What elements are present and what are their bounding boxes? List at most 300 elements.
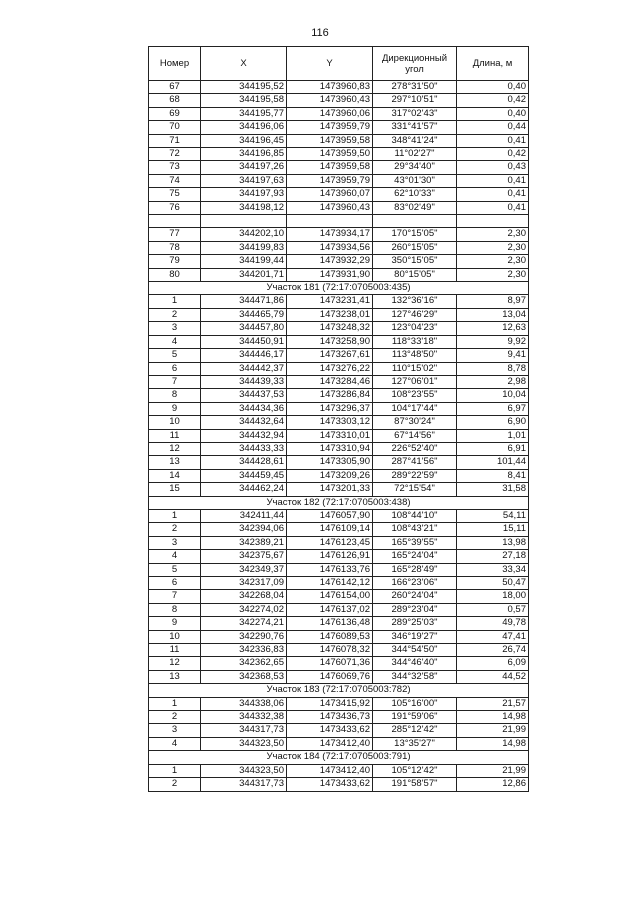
y-coordinate-cell: 1473412,40 — [287, 737, 373, 750]
x-coordinate-cell: 342389,21 — [201, 536, 287, 549]
y-coordinate-cell: 1473960,43 — [287, 94, 373, 107]
table-row — [149, 711, 529, 724]
length-cell: 0,40 — [457, 107, 529, 120]
table-row — [149, 550, 529, 563]
table-row — [149, 657, 529, 670]
length-cell: 15,11 — [457, 523, 529, 536]
y-coordinate-cell: 1476136,48 — [287, 617, 373, 630]
section-label: Участок 184 (72:17:0705003:791) — [149, 751, 529, 764]
bearing-angle-cell: 108°43'21" — [373, 523, 457, 536]
table-row — [149, 697, 529, 710]
point-number-cell: 76 — [149, 201, 201, 214]
table-body — [149, 81, 529, 792]
point-number-cell: 14 — [149, 469, 201, 482]
point-number-cell: 12 — [149, 442, 201, 455]
x-coordinate-cell: 344442,37 — [201, 362, 287, 375]
bearing-angle-cell: 344°54'50" — [373, 644, 457, 657]
table-row — [149, 724, 529, 737]
x-coordinate-cell: 344323,50 — [201, 764, 287, 777]
bearing-angle-cell: 118°33'18" — [373, 335, 457, 348]
point-number-cell: 10 — [149, 416, 201, 429]
table-row — [149, 161, 529, 174]
x-coordinate-cell: 344432,64 — [201, 416, 287, 429]
y-coordinate-cell: 1473267,61 — [287, 349, 373, 362]
y-coordinate-cell: 1473209,26 — [287, 469, 373, 482]
y-coordinate-cell: 1473960,07 — [287, 188, 373, 201]
length-cell: 14,98 — [457, 711, 529, 724]
y-coordinate-cell: 1473310,94 — [287, 442, 373, 455]
blank-cell — [287, 215, 373, 228]
bearing-angle-cell: 104°17'44" — [373, 402, 457, 415]
bearing-angle-cell: 165°24'04" — [373, 550, 457, 563]
y-coordinate-cell: 1473960,43 — [287, 201, 373, 214]
x-coordinate-cell: 342274,02 — [201, 603, 287, 616]
x-coordinate-cell: 344433,33 — [201, 442, 287, 455]
x-coordinate-cell: 344197,63 — [201, 174, 287, 187]
point-number-cell: 80 — [149, 268, 201, 281]
length-cell: 33,34 — [457, 563, 529, 576]
bearing-angle-cell: 260°24'04" — [373, 590, 457, 603]
table-row — [149, 308, 529, 321]
x-coordinate-cell: 344459,45 — [201, 469, 287, 482]
length-cell: 0,41 — [457, 174, 529, 187]
table-row — [149, 577, 529, 590]
point-number-cell: 70 — [149, 121, 201, 134]
x-coordinate-cell: 344197,93 — [201, 188, 287, 201]
bearing-angle-cell: 289°23'04" — [373, 603, 457, 616]
x-coordinate-cell: 344434,36 — [201, 402, 287, 415]
point-number-cell: 4 — [149, 550, 201, 563]
bearing-angle-cell: 105°16'00" — [373, 697, 457, 710]
point-number-cell: 6 — [149, 362, 201, 375]
point-number-cell: 7 — [149, 590, 201, 603]
y-coordinate-cell: 1473310,01 — [287, 429, 373, 442]
bearing-angle-cell: 278°31'50" — [373, 81, 457, 94]
length-cell: 8,41 — [457, 469, 529, 482]
y-coordinate-cell: 1473931,90 — [287, 268, 373, 281]
section-header-row — [149, 282, 529, 295]
x-coordinate-cell: 344201,71 — [201, 268, 287, 281]
table-row — [149, 563, 529, 576]
bearing-angle-cell: 110°15'02" — [373, 362, 457, 375]
section-label: Участок 181 (72:17:0705003:435) — [149, 282, 529, 295]
bearing-angle-cell: 72°15'54" — [373, 483, 457, 496]
x-coordinate-cell: 344428,61 — [201, 456, 287, 469]
bearing-angle-cell: 297°10'51" — [373, 94, 457, 107]
table-row — [149, 469, 529, 482]
point-number-cell: 8 — [149, 603, 201, 616]
point-number-cell: 3 — [149, 322, 201, 335]
x-coordinate-cell: 342394,06 — [201, 523, 287, 536]
length-cell: 50,47 — [457, 577, 529, 590]
table-row — [149, 778, 529, 791]
y-coordinate-cell: 1473303,12 — [287, 416, 373, 429]
length-cell: 18,00 — [457, 590, 529, 603]
header-x: X — [201, 47, 287, 81]
table-row — [149, 148, 529, 161]
table-row — [149, 94, 529, 107]
x-coordinate-cell: 344197,26 — [201, 161, 287, 174]
table-row — [149, 590, 529, 603]
y-coordinate-cell: 1473959,58 — [287, 134, 373, 147]
bearing-angle-cell: 289°22'59" — [373, 469, 457, 482]
table-row — [149, 201, 529, 214]
point-number-cell: 75 — [149, 188, 201, 201]
y-coordinate-cell: 1473286,84 — [287, 389, 373, 402]
x-coordinate-cell: 344338,06 — [201, 697, 287, 710]
point-number-cell: 11 — [149, 429, 201, 442]
point-number-cell: 67 — [149, 81, 201, 94]
table-row — [149, 335, 529, 348]
y-coordinate-cell: 1476123,45 — [287, 536, 373, 549]
table-row — [149, 241, 529, 254]
x-coordinate-cell: 344457,80 — [201, 322, 287, 335]
bearing-angle-cell: 113°48'50" — [373, 349, 457, 362]
y-coordinate-cell: 1473238,01 — [287, 308, 373, 321]
y-coordinate-cell: 1473415,92 — [287, 697, 373, 710]
length-cell: 101,44 — [457, 456, 529, 469]
x-coordinate-cell: 344323,50 — [201, 737, 287, 750]
y-coordinate-cell: 1473433,62 — [287, 724, 373, 737]
table-row — [149, 764, 529, 777]
length-cell: 54,11 — [457, 509, 529, 522]
coordinates-table — [148, 46, 529, 792]
y-coordinate-cell: 1473959,50 — [287, 148, 373, 161]
length-cell: 13,04 — [457, 308, 529, 321]
point-number-cell: 5 — [149, 349, 201, 362]
point-number-cell: 10 — [149, 630, 201, 643]
table-row — [149, 523, 529, 536]
point-number-cell: 2 — [149, 523, 201, 536]
y-coordinate-cell: 1473258,90 — [287, 335, 373, 348]
y-coordinate-cell: 1473248,32 — [287, 322, 373, 335]
y-coordinate-cell: 1473934,56 — [287, 241, 373, 254]
bearing-angle-cell: 226°52'40" — [373, 442, 457, 455]
y-coordinate-cell: 1473436,73 — [287, 711, 373, 724]
length-cell: 9,92 — [457, 335, 529, 348]
table-row — [149, 630, 529, 643]
table-row — [149, 536, 529, 549]
bearing-angle-cell: 331°41'57" — [373, 121, 457, 134]
length-cell: 0,42 — [457, 148, 529, 161]
y-coordinate-cell: 1473960,83 — [287, 81, 373, 94]
table-row — [149, 402, 529, 415]
length-cell: 0,42 — [457, 94, 529, 107]
x-coordinate-cell: 342411,44 — [201, 509, 287, 522]
y-coordinate-cell: 1476071,36 — [287, 657, 373, 670]
bearing-angle-cell: 105°12'42" — [373, 764, 457, 777]
y-coordinate-cell: 1473959,79 — [287, 121, 373, 134]
table-row — [149, 389, 529, 402]
length-cell: 21,57 — [457, 697, 529, 710]
length-cell: 31,58 — [457, 483, 529, 496]
bearing-angle-cell: 344°46'40" — [373, 657, 457, 670]
length-cell: 8,97 — [457, 295, 529, 308]
length-cell: 0,41 — [457, 188, 529, 201]
length-cell: 6,91 — [457, 442, 529, 455]
table-row — [149, 737, 529, 750]
bearing-angle-cell: 165°28'49" — [373, 563, 457, 576]
point-number-cell: 69 — [149, 107, 201, 120]
x-coordinate-cell: 344471,86 — [201, 295, 287, 308]
length-cell: 21,99 — [457, 764, 529, 777]
x-coordinate-cell: 342290,76 — [201, 630, 287, 643]
length-cell: 2,98 — [457, 375, 529, 388]
y-coordinate-cell: 1476069,76 — [287, 670, 373, 683]
length-cell: 6,97 — [457, 402, 529, 415]
length-cell: 49,78 — [457, 617, 529, 630]
y-coordinate-cell: 1473201,33 — [287, 483, 373, 496]
length-cell: 1,01 — [457, 429, 529, 442]
x-coordinate-cell: 344332,38 — [201, 711, 287, 724]
bearing-angle-cell: 348°41'24" — [373, 134, 457, 147]
length-cell: 14,98 — [457, 737, 529, 750]
bearing-angle-cell: 127°06'01" — [373, 375, 457, 388]
bearing-angle-cell: 260°15'05" — [373, 241, 457, 254]
point-number-cell: 68 — [149, 94, 201, 107]
blank-cell — [373, 215, 457, 228]
x-coordinate-cell: 344202,10 — [201, 228, 287, 241]
bearing-angle-cell: 43°01'30" — [373, 174, 457, 187]
table-row — [149, 375, 529, 388]
point-number-cell: 74 — [149, 174, 201, 187]
x-coordinate-cell: 344199,44 — [201, 255, 287, 268]
y-coordinate-cell: 1473305,90 — [287, 456, 373, 469]
table-row — [149, 255, 529, 268]
section-label: Участок 183 (72:17:0705003:782) — [149, 684, 529, 697]
table-row — [149, 174, 529, 187]
bearing-angle-cell: 165°39'55" — [373, 536, 457, 549]
table-row — [149, 349, 529, 362]
length-cell: 0,41 — [457, 201, 529, 214]
table-row — [149, 81, 529, 94]
header-number: Номер — [149, 47, 201, 81]
section-header-row — [149, 751, 529, 764]
point-number-cell: 78 — [149, 241, 201, 254]
point-number-cell: 2 — [149, 308, 201, 321]
point-number-cell: 71 — [149, 134, 201, 147]
point-number-cell: 79 — [149, 255, 201, 268]
point-number-cell: 1 — [149, 764, 201, 777]
point-number-cell: 3 — [149, 724, 201, 737]
table-row — [149, 295, 529, 308]
y-coordinate-cell: 1476078,32 — [287, 644, 373, 657]
point-number-cell: 3 — [149, 536, 201, 549]
table-row — [149, 134, 529, 147]
table-header-row — [149, 47, 529, 81]
length-cell: 12,86 — [457, 778, 529, 791]
table-row — [149, 429, 529, 442]
length-cell: 2,30 — [457, 255, 529, 268]
section-header-row — [149, 496, 529, 509]
bearing-angle-cell: 317°02'43" — [373, 107, 457, 120]
y-coordinate-cell: 1473934,17 — [287, 228, 373, 241]
y-coordinate-cell: 1473276,22 — [287, 362, 373, 375]
bearing-angle-cell: 123°04'23" — [373, 322, 457, 335]
y-coordinate-cell: 1476133,76 — [287, 563, 373, 576]
x-coordinate-cell: 344465,79 — [201, 308, 287, 321]
bearing-angle-cell: 132°36'16" — [373, 295, 457, 308]
length-cell: 0,43 — [457, 161, 529, 174]
bearing-angle-cell: 191°59'06" — [373, 711, 457, 724]
point-number-cell: 7 — [149, 375, 201, 388]
x-coordinate-cell: 342362,65 — [201, 657, 287, 670]
table-row — [149, 121, 529, 134]
x-coordinate-cell: 344195,58 — [201, 94, 287, 107]
x-coordinate-cell: 342375,67 — [201, 550, 287, 563]
point-number-cell: 6 — [149, 577, 201, 590]
y-coordinate-cell: 1473284,46 — [287, 375, 373, 388]
table-row — [149, 416, 529, 429]
bearing-angle-cell: 87°30'24" — [373, 416, 457, 429]
x-coordinate-cell: 344196,85 — [201, 148, 287, 161]
page-number: 116 — [311, 27, 329, 39]
length-cell: 26,74 — [457, 644, 529, 657]
bearing-angle-cell: 127°46'29" — [373, 308, 457, 321]
point-number-cell: 13 — [149, 456, 201, 469]
y-coordinate-cell: 1473960,06 — [287, 107, 373, 120]
section-label: Участок 182 (72:17:0705003:438) — [149, 496, 529, 509]
bearing-angle-cell: 346°19'27" — [373, 630, 457, 643]
length-cell: 12,63 — [457, 322, 529, 335]
table-row — [149, 509, 529, 522]
header-y: Y — [287, 47, 373, 81]
point-number-cell: 12 — [149, 657, 201, 670]
point-number-cell: 5 — [149, 563, 201, 576]
point-number-cell: 15 — [149, 483, 201, 496]
x-coordinate-cell: 344437,53 — [201, 389, 287, 402]
table-row — [149, 644, 529, 657]
table-row — [149, 617, 529, 630]
bearing-angle-cell: 191°58'57" — [373, 778, 457, 791]
table-row — [149, 442, 529, 455]
table-row — [149, 107, 529, 120]
point-number-cell: 73 — [149, 161, 201, 174]
length-cell: 8,78 — [457, 362, 529, 375]
point-number-cell: 8 — [149, 389, 201, 402]
length-cell: 21,99 — [457, 724, 529, 737]
point-number-cell: 9 — [149, 402, 201, 415]
x-coordinate-cell: 344432,94 — [201, 429, 287, 442]
point-number-cell: 1 — [149, 509, 201, 522]
bearing-angle-cell: 166°23'06" — [373, 577, 457, 590]
x-coordinate-cell: 344195,52 — [201, 81, 287, 94]
bearing-angle-cell: 11°02'27" — [373, 148, 457, 161]
y-coordinate-cell: 1473932,29 — [287, 255, 373, 268]
x-coordinate-cell: 344195,77 — [201, 107, 287, 120]
point-number-cell: 77 — [149, 228, 201, 241]
x-coordinate-cell: 344199,83 — [201, 241, 287, 254]
table-row — [149, 228, 529, 241]
y-coordinate-cell: 1473959,79 — [287, 174, 373, 187]
blank-cell — [149, 215, 201, 228]
y-coordinate-cell: 1473296,37 — [287, 402, 373, 415]
blank-cell — [457, 215, 529, 228]
x-coordinate-cell: 342368,53 — [201, 670, 287, 683]
length-cell: 0,40 — [457, 81, 529, 94]
bearing-angle-cell: 108°44'10" — [373, 509, 457, 522]
x-coordinate-cell: 342349,37 — [201, 563, 287, 576]
bearing-angle-cell: 287°41'56" — [373, 456, 457, 469]
bearing-angle-cell: 29°34'40" — [373, 161, 457, 174]
header-angle: Дирекционный угол — [373, 47, 457, 81]
y-coordinate-cell: 1473433,62 — [287, 778, 373, 791]
length-cell: 6,09 — [457, 657, 529, 670]
table-row — [149, 483, 529, 496]
table-row — [149, 670, 529, 683]
x-coordinate-cell: 342336,83 — [201, 644, 287, 657]
table-row — [149, 322, 529, 335]
length-cell: 13,98 — [457, 536, 529, 549]
y-coordinate-cell: 1476089,53 — [287, 630, 373, 643]
x-coordinate-cell: 344462,24 — [201, 483, 287, 496]
point-number-cell: 72 — [149, 148, 201, 161]
length-cell: 6,90 — [457, 416, 529, 429]
point-number-cell: 2 — [149, 778, 201, 791]
blank-cell — [201, 215, 287, 228]
section-header-row — [149, 684, 529, 697]
bearing-angle-cell: 108°23'55" — [373, 389, 457, 402]
bearing-angle-cell: 67°14'56" — [373, 429, 457, 442]
bearing-angle-cell: 344°32'58" — [373, 670, 457, 683]
table-row — [149, 362, 529, 375]
point-number-cell: 13 — [149, 670, 201, 683]
length-cell: 47,41 — [457, 630, 529, 643]
bearing-angle-cell: 13°35'27" — [373, 737, 457, 750]
x-coordinate-cell: 344198,12 — [201, 201, 287, 214]
table-row — [149, 456, 529, 469]
length-cell: 2,30 — [457, 268, 529, 281]
bearing-angle-cell: 289°25'03" — [373, 617, 457, 630]
point-number-cell: 11 — [149, 644, 201, 657]
point-number-cell: 4 — [149, 335, 201, 348]
length-cell: 10,04 — [457, 389, 529, 402]
length-cell: 0,44 — [457, 121, 529, 134]
table-row — [149, 603, 529, 616]
x-coordinate-cell: 342268,04 — [201, 590, 287, 603]
x-coordinate-cell: 344196,45 — [201, 134, 287, 147]
bearing-angle-cell: 350°15'05" — [373, 255, 457, 268]
length-cell: 9,41 — [457, 349, 529, 362]
y-coordinate-cell: 1476137,02 — [287, 603, 373, 616]
length-cell: 0,41 — [457, 134, 529, 147]
y-coordinate-cell: 1473959,58 — [287, 161, 373, 174]
y-coordinate-cell: 1473231,41 — [287, 295, 373, 308]
bearing-angle-cell: 62°10'33" — [373, 188, 457, 201]
x-coordinate-cell: 344196,06 — [201, 121, 287, 134]
y-coordinate-cell: 1476154,00 — [287, 590, 373, 603]
length-cell: 27,18 — [457, 550, 529, 563]
x-coordinate-cell: 342317,09 — [201, 577, 287, 590]
length-cell: 0,57 — [457, 603, 529, 616]
length-cell: 44,52 — [457, 670, 529, 683]
y-coordinate-cell: 1473412,40 — [287, 764, 373, 777]
header-length: Длина, м — [457, 47, 529, 81]
point-number-cell: 1 — [149, 697, 201, 710]
y-coordinate-cell: 1476109,14 — [287, 523, 373, 536]
x-coordinate-cell: 344317,73 — [201, 724, 287, 737]
y-coordinate-cell: 1476057,90 — [287, 509, 373, 522]
length-cell: 2,30 — [457, 241, 529, 254]
length-cell: 2,30 — [457, 228, 529, 241]
blank-row — [149, 215, 529, 228]
x-coordinate-cell: 342274,21 — [201, 617, 287, 630]
x-coordinate-cell: 344317,73 — [201, 778, 287, 791]
y-coordinate-cell: 1476126,91 — [287, 550, 373, 563]
table-row — [149, 188, 529, 201]
point-number-cell: 4 — [149, 737, 201, 750]
x-coordinate-cell: 344439,33 — [201, 375, 287, 388]
